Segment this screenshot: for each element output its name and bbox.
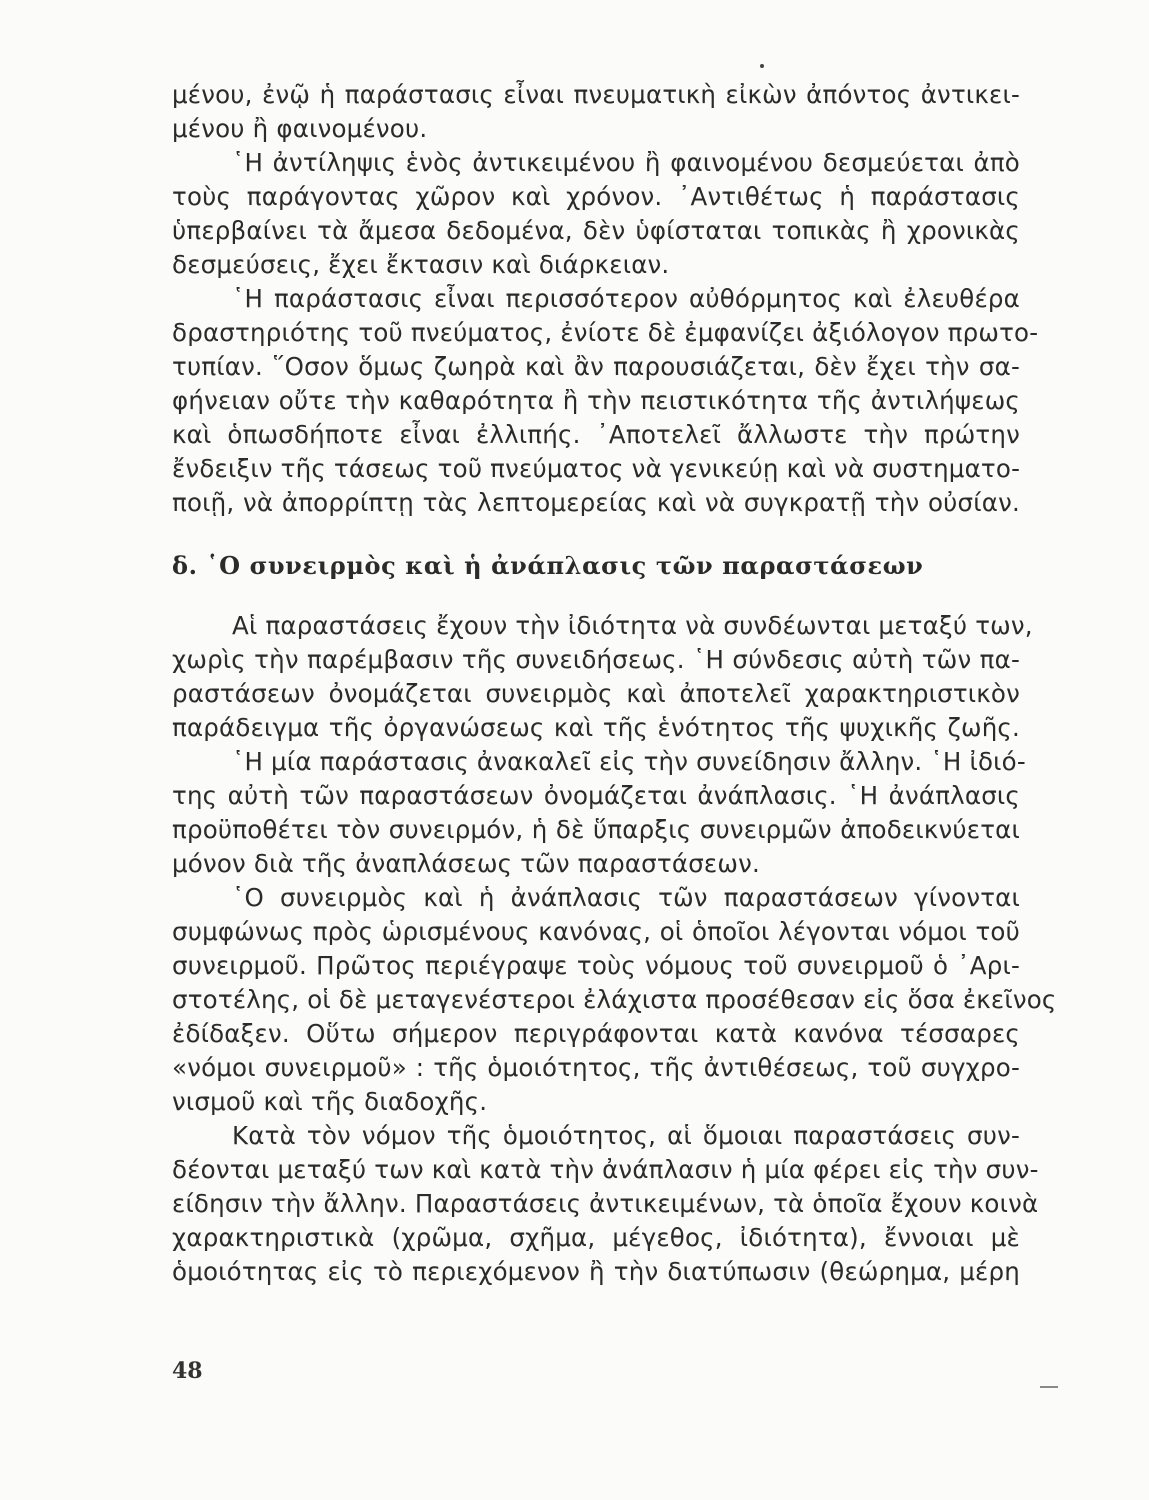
text-line: «νόμοι συνειρμοῦ» : τῆς ὁμοιότητος, τῆς ἀντιθέσεως, τοῦ συγχρο- [172,1053,1020,1082]
page-body [172,78,1057,1289]
text-line: δεσμεύσεις, ἔχει ἔκτασιν καὶ διάρκειαν. [172,250,670,279]
text-line: τοὺς παράγοντας χῶρον καὶ χρόνον. ᾿Αντιθέτως ἡ παράστασις [172,182,1020,211]
text-line: ραστάσεων ὀνομάζεται συνειρμὸς καὶ ἀποτελεῖ χαρακτηριστικὸν [172,679,1020,708]
text-line: φήνειαν οὔτε τὴν καθαρότητα ἢ τὴν πειστικότητα τῆς ἀντιλήψεως [172,386,1020,415]
text-line: τυπίαν. ῞Οσον ὅμως ζωηρὰ καὶ ἂν παρουσιάζεται, δὲν ἔχει τὴν σα- [172,352,1020,381]
text-line: ῾Η ἀντίληψις ἑνὸς ἀντικειμένου ἢ φαινομένου δεσμεύεται ἀπὸ [232,148,1020,177]
section-heading: δ. ῾Ο συνειρμὸς καὶ ἡ ἀνάπλασις τῶν παραστάσεων [172,551,924,580]
text-line: δραστηριότης τοῦ πνεύματος, ἐνίοτε δὲ ἐμφανίζει ἀξιόλογον πρωτο- [172,318,1039,347]
text-line: ὁμοιότητας εἰς τὸ περιεχόμενον ἢ τὴν διατύπωσιν (θεώρημα, μέρη [172,1257,1020,1286]
text-line: χωρὶς τὴν παρέμβασιν τῆς συνειδήσεως. ῾Η σύνδεσις αὐτὴ τῶν πα- [172,645,1020,674]
text-line: ποιῇ, νὰ ἀπορρίπτῃ τὰς λεπτομερείας καὶ νὰ συγκρατῇ τὴν οὐσίαν. [172,488,1020,517]
text-line: προϋποθέτει τὸν συνειρμόν, ἡ δὲ ὕπαρξις συνειρμῶν ἀποδεικνύεται [172,815,1020,844]
text-line: συμφώνως πρὸς ὡρισμένους κανόνας, οἱ ὁποῖοι λέγονται νόμοι τοῦ [172,917,1020,946]
text-line: ῾Η παράστασις εἶναι περισσότερον αὐθόρμητος καὶ ἐλευθέρα [232,284,1020,313]
page-number: 48 [172,1358,203,1384]
text-line: μόνον διὰ τῆς ἀναπλάσεως τῶν παραστάσεων. [172,849,760,878]
text-line: ῾Η μία παράστασις ἀνακαλεῖ εἰς τὴν συνείδησιν ἄλλην. ῾Η ἰδιό- [232,747,1026,776]
text-line: ἔνδειξιν τῆς τάσεως τοῦ πνεύματος νὰ γενικεύῃ καὶ νὰ συστηματο- [172,454,1021,483]
text-line: καὶ ὁπωσδήποτε εἶναι ἐλλιπής. ᾿Αποτελεῖ ἄλλωστε τὴν πρώτην [172,420,1020,449]
text-line: μένου ἢ φαινομένου. [172,114,428,143]
text-line: συνειρμοῦ. Πρῶτος περιέγραψε τοὺς νόμους τοῦ συνειρμοῦ ὁ ᾿Αρι- [172,951,1020,980]
text-line: ἐδίδαξεν. Οὕτω σήμερον περιγράφονται κατὰ κανόνα τέσσαρες [172,1019,1020,1048]
margin-mark [1040,1386,1058,1388]
text-line: Αἱ παραστάσεις ἔχουν τὴν ἰδιότητα νὰ συνδέωνται μεταξύ των, [232,611,1033,640]
text-line: ῾Ο συνειρμὸς καὶ ἡ ἀνάπλασις τῶν παραστάσεων γίνονται [232,883,1020,912]
text-line: χαρακτηριστικὰ (χρῶμα, σχῆμα, μέγεθος, ἰδιότητα), ἔννοιαι μὲ [172,1223,1020,1252]
text-line: ὑπερβαίνει τὰ ἄμεσα δεδομένα, δὲν ὑφίσταται τοπικὰς ἢ χρονικὰς [172,216,1020,245]
text-line: στοτέλης, οἱ δὲ μεταγενέστεροι ἐλάχιστα προσέθεσαν εἰς ὅσα ἐκεῖνος [172,985,1057,1014]
text-line: νισμοῦ καὶ τῆς διαδοχῆς. [172,1087,488,1116]
text-line: είδησιν τὴν ἄλλην. Παραστάσεις ἀντικειμένων, τὰ ὁποῖα ἔχουν κοινὰ [172,1189,1039,1218]
text-line: Κατὰ τὸν νόμον τῆς ὁμοιότητος, αἱ ὅμοιαι παραστάσεις συν- [232,1121,1020,1150]
print-speck [760,64,764,68]
text-line: δέονται μεταξύ των καὶ κατὰ τὴν ἀνάπλασιν ἡ μία φέρει εἰς τὴν συν- [172,1155,1039,1184]
text-line: παράδειγμα τῆς ὀργανώσεως καὶ τῆς ἑνότητος τῆς ψυχικῆς ζωῆς. [172,713,1020,742]
text-line: της αὐτὴ τῶν παραστάσεων ὀνομάζεται ἀνάπλασις. ῾Η ἀνάπλασις [172,781,1020,810]
text-line: μένου, ἐνῷ ἡ παράστασις εἶναι πνευματικὴ εἰκὼν ἀπόντος ἀντικει- [172,80,1020,109]
